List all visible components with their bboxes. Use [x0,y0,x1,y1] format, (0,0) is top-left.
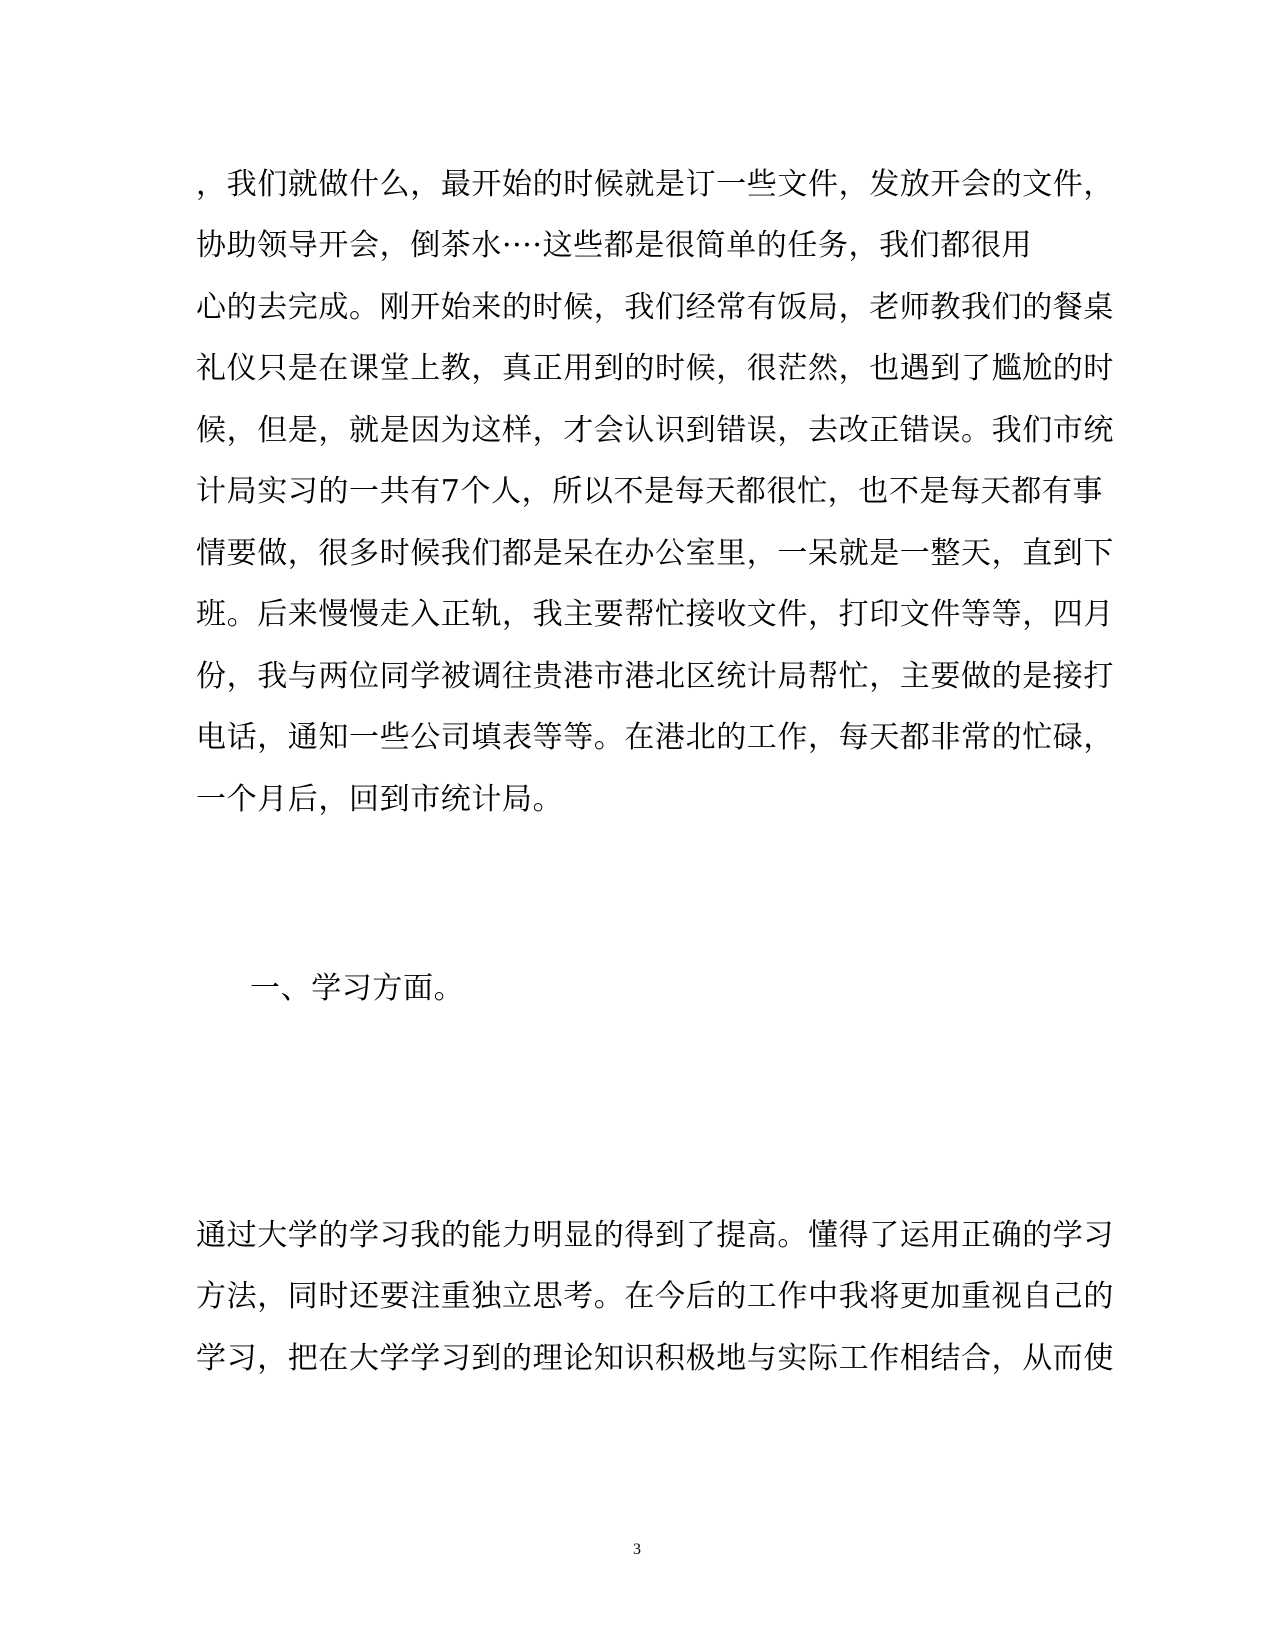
paragraph-2-line-1: 通过大学的学习我的能力明显的得到了提高。懂得了运用正确的学习 [196,1218,1114,1253]
section-heading: 一、学习方面。 [250,971,465,1006]
paragraph-1-line-7: 情要做，很多时候我们都是呆在办公室里，一呆就是一整天，直到下 [196,536,1114,571]
paragraph-1-line-11: 一个月后，回到市统计局。 [196,782,564,817]
paragraph-1-line-9: 份，我与两位同学被调往贵港市港北区统计局帮忙，主要做的是接打 [196,659,1114,694]
paragraph-1-line-1: ，我们就做什么，最开始的时候就是订一些文件，发放开会的文件， [196,167,1114,202]
paragraph-1-line-5: 候，但是，就是因为这样，才会认识到错误，去改正错误。我们市统 [196,413,1114,448]
paragraph-2-line-3: 学习，把在大学学习到的理论知识积极地与实际工作相结合，从而使 [196,1341,1114,1376]
paragraph-1-line-4: 礼仪只是在课堂上教，真正用到的时候，很茫然，也遇到了尴尬的时 [196,351,1114,386]
page-number: 3 [633,1541,641,1558]
paragraph-1-line-2: 协助领导开会，倒茶水····这些都是很简单的任务，我们都很用 [196,228,1033,263]
paragraph-1-line-10: 电话，通知一些公司填表等等。在港北的工作，每天都非常的忙碌， [196,720,1114,755]
paragraph-1-line-6: 计局实习的一共有7个人，所以不是每天都很忙，也不是每天都有事 [196,474,1104,509]
paragraph-2-line-2: 方法，同时还要注重独立思考。在今后的工作中我将更加重视自己的 [196,1279,1114,1314]
paragraph-1-line-8: 班。后来慢慢走入正轨，我主要帮忙接收文件，打印文件等等，四月 [196,597,1114,632]
paragraph-1-line-3: 心的去完成。刚开始来的时候，我们经常有饭局，老师教我们的餐桌 [196,290,1114,325]
